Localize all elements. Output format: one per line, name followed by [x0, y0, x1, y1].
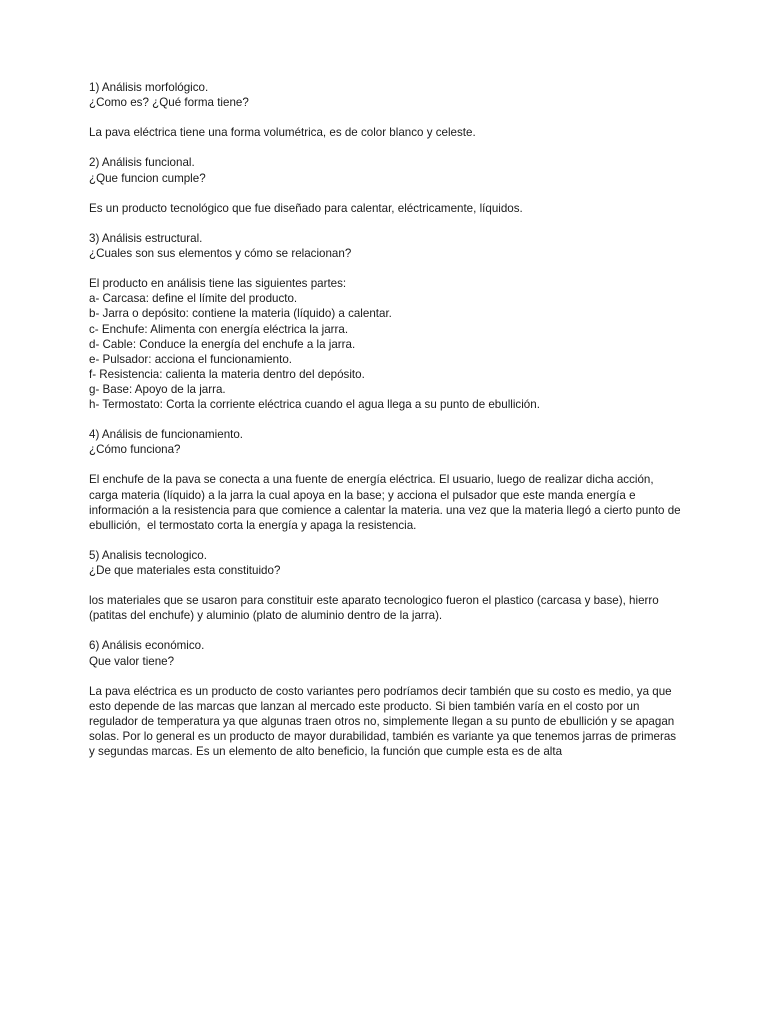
spacer	[89, 533, 681, 548]
section-3-heading: 3) Análisis estructural.	[89, 231, 203, 245]
section-6	[89, 638, 681, 759]
section-6-question: Que valor tiene?	[89, 654, 175, 668]
part-item-a: a- Carcasa: define el límite del producto.	[89, 292, 298, 306]
spacer	[89, 623, 681, 638]
spacer	[89, 412, 681, 427]
part-item-f: f- Resistencia: calienta la materia dentro del depósito.	[89, 367, 365, 381]
section-1-body: La pava eléctrica tiene una forma volumétrica, es de color blanco y celeste.	[89, 126, 476, 140]
section-2-heading: 2) Análisis funcional.	[89, 156, 195, 170]
spacer	[89, 261, 681, 276]
section-2-question: ¿Que funcion cumple?	[89, 171, 206, 185]
spacer	[89, 578, 681, 593]
section-3-question: ¿Cuales son sus elementos y cómo se relacionan?	[89, 247, 352, 261]
section-1-heading: 1) Análisis morfológico.	[89, 81, 209, 94]
section-3	[89, 231, 681, 412]
spacer	[89, 140, 681, 155]
part-item-h: h- Termostato: Corta la corriente eléctrica cuando el agua llega a su punto de ebullición.	[89, 397, 540, 411]
section-5	[89, 548, 681, 623]
spacer	[89, 669, 681, 684]
part-item-b: b- Jarra o depósito: contiene la materia (líquido) a calentar.	[89, 307, 392, 321]
spacer	[89, 110, 681, 125]
section-5-heading: 5) Analisis tecnologico.	[89, 548, 207, 562]
part-item-d: d- Cable: Conduce la energía del enchufe a la jarra.	[89, 337, 356, 351]
part-item-g: g- Base: Apoyo de la jarra.	[89, 382, 226, 396]
part-item-c: c- Enchufe: Alimenta con energía eléctrica la jarra.	[89, 322, 349, 336]
section-2-body: Es un producto tecnológico que fue diseñado para calentar, eléctricamente, líquidos.	[89, 201, 523, 215]
section-4	[89, 427, 684, 533]
section-4-body: El enchufe de la pava se conecta a una fuente de energía eléctrica. El usuario, luego de realizar dicha acción, carga materia (líquido) a la jarra la cual apoya en la base; y acciona el pulsador que este manda energía e información a la resistencia para que comience a calentar la materia. una vez que la materia llegó a cierto punto de ebullición, el termostato corta la energía y apaga la resistencia.	[89, 473, 684, 532]
section-4-question: ¿Cómo funciona?	[89, 443, 181, 457]
document-body	[89, 80, 684, 759]
section-6-heading: 6) Análisis económico.	[89, 639, 205, 653]
section-3-body-intro: El producto en análisis tiene las siguientes partes:	[89, 277, 347, 291]
section-4-heading: 4) Análisis de funcionamiento.	[89, 428, 244, 442]
section-5-question: ¿De que materiales esta constituido?	[89, 564, 281, 577]
spacer	[89, 216, 681, 231]
section-6-body: La pava eléctrica es un producto de costo variantes pero podríamos decir también que su costo es medio, ya que esto depende de las marcas que lanzan al mercado este producto. Si bien también varía en el costo por un regulador de temperatura ya que algunas traen otros no, simplemente llegan a su punto de ebullición y se apagan solas. Por lo general es un producto de mayor durabilidad, también es variante ya que tenemos jarras de primeras y segundas marcas. Es un elemento de alto beneficio, la función que cumple esta es de alta	[89, 684, 680, 759]
spacer	[89, 457, 681, 472]
part-item-e: e- Pulsador: acciona el funcionamiento.	[89, 352, 293, 366]
spacer	[89, 186, 681, 201]
section-1	[89, 80, 681, 140]
section-5-body: los materiales que se usaron para constituir este aparato tecnologico fueron el plastico (carcasa y base), hierro (patitas del enchufe) y aluminio (plato de aluminio dentro de la jarra).	[89, 594, 662, 623]
section-1-question: ¿Como es? ¿Qué forma tiene?	[89, 96, 249, 110]
section-2	[89, 155, 681, 215]
